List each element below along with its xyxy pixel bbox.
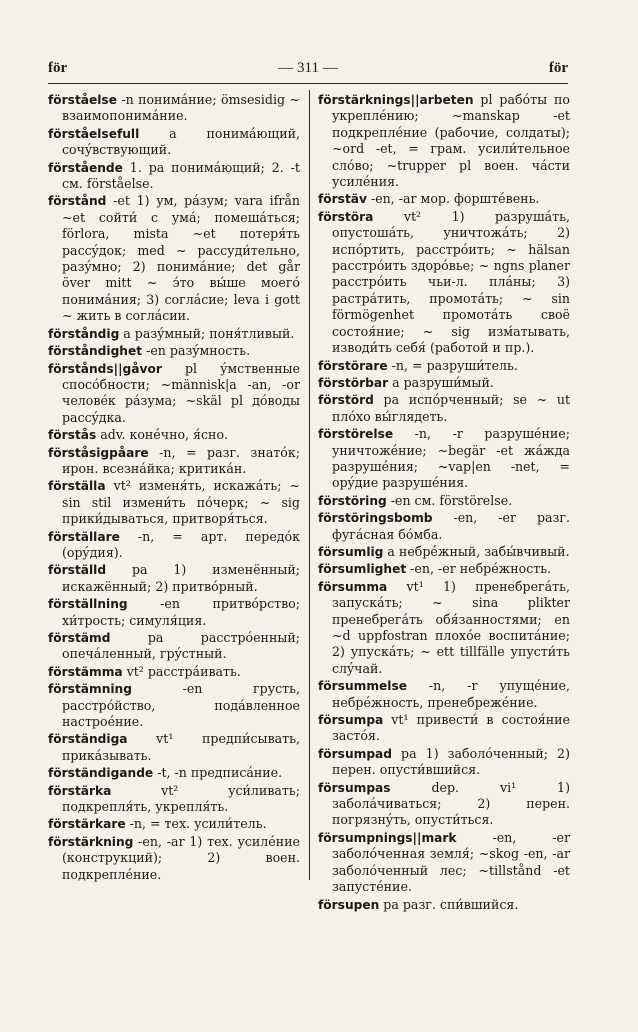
entry-body: pa разг. спи́вшийся. [379, 896, 519, 912]
dictionary-entry [48, 361, 300, 427]
entry-headword: förställare [48, 529, 120, 544]
dictionary-entry [318, 191, 570, 207]
dictionary-entry [48, 783, 300, 816]
entry-body: adv. конéчно, я́сно. [96, 427, 229, 443]
page-number: — 311 — [278, 60, 338, 76]
dictionary-entry [318, 392, 570, 425]
entry-headword: förstörd [318, 393, 374, 408]
entry-body: -en, -er заболóченная земля́; ~skog -en, -ar заболóченный лес; ~tillstånd -et запустéние. [332, 829, 570, 895]
entry-headword: förstärknings||arbeten [318, 93, 474, 107]
entry-headword: försumpas [318, 780, 391, 795]
dictionary-entry [318, 92, 570, 190]
dictionary-entry [48, 427, 300, 443]
dictionary-entry [318, 712, 570, 745]
entry-body: -en грусть, расстрóйство, подáвленное настроéние. [62, 681, 300, 730]
entry-body: pa испóрченный; se ~ ut плóхо вы́глядеть. [332, 392, 570, 424]
entry-headword: förstånds||gåvor [48, 361, 162, 376]
entry-headword: förstörare [318, 358, 388, 373]
entry-body: pa расстрóенный; опечáленный, грýстный. [62, 630, 300, 662]
dictionary-entry [48, 160, 300, 193]
entry-body: -en, -er разг. фугáсная бóмба. [332, 510, 570, 542]
dictionary-entry [48, 664, 300, 680]
entry-headword: förställd [48, 563, 107, 578]
entry-body: a разýмный; поня́тливый. [119, 325, 295, 341]
entry-headword: förstöringsbomb [318, 511, 433, 526]
entry-body: -en притвóрство; хи́трость; симуля́ция. [62, 596, 300, 628]
dictionary-entry [318, 510, 570, 543]
entry-headword: förstäv [318, 192, 367, 207]
dictionary-entry [48, 529, 300, 562]
dictionary-entry [318, 897, 570, 913]
entry-body: -n, = тех. усили́тель. [125, 816, 267, 832]
entry-headword: försumma [318, 579, 388, 594]
entry-headword: förstämning [48, 682, 132, 697]
entry-headword: försumpnings||mark [318, 830, 457, 845]
dictionary-entry [48, 816, 300, 832]
entry-headword: förställa [48, 479, 106, 494]
left-running-head: för [48, 60, 68, 76]
entry-headword: försupen [318, 897, 380, 912]
entry-body: a разруши́мый. [388, 374, 494, 390]
entry-headword: försummelse [318, 679, 407, 694]
entry-body: -en, -ar мор. форштéвень. [366, 191, 540, 207]
entry-headword: förstärka [48, 783, 112, 798]
entry-headword: förstämd [48, 631, 111, 645]
dictionary-entry [48, 478, 300, 527]
right-column [318, 92, 570, 922]
entry-headword: förstånd [48, 194, 107, 209]
entry-body: a небрéжный, забы́вчивый. [383, 543, 570, 559]
dictionary-entry [48, 765, 300, 781]
entry-body: vt² уси́ливать; подкрепля́ть, укрепля́ть. [62, 782, 300, 815]
entry-headword: förståelse [48, 93, 117, 107]
entry-body: -et 1) ум, рáзум; vara ifrån ~et сойти́ с умá; помешáться; förlora, mista ~et потеря́ть рассýдок; med ~ рассуди́тельно, разýмно; 2) понимáние; det går över mitt ~ э́то вы́ше моегó понимáния; 3) соглáсие; leva i gott ~ жить в соглáсии. [62, 193, 300, 324]
entry-body: pa 1) изменённый; искажённый; 2) притвóрный. [62, 562, 300, 594]
entry-headword: försumpa [318, 713, 384, 728]
entry-headword: förståsigpåare [48, 445, 149, 460]
entry-body: -en разýмность. [142, 343, 251, 359]
entry-body: 1. pa понимáющий; 2. -t см. förståelse. [62, 159, 300, 192]
entry-body: -n, = разруши́тель. [387, 357, 518, 373]
entry-body: pl рабóты по укреплéнию; ~manskap -et подкреплéние (рабочие, солдаты); ~ord -et, = грам. усили́тельное слóво; ~trupper pl воен. чáсти усилéния. [332, 92, 570, 190]
entry-body: pl ýмственные спосóбности; ~människ|a -an, -or человéк рáзума; ~skäl pl дóводы рассýдка. [62, 360, 300, 425]
entry-headword: förstöring [318, 493, 387, 508]
entry-headword: förstås [48, 428, 97, 443]
entry-body: -n, -r упущéние, небрéжность, пренебрежéние. [332, 678, 570, 710]
dictionary-entry [48, 630, 300, 663]
dictionary-entry [318, 746, 570, 779]
dictionary-entry [48, 596, 300, 629]
entry-headword: förstöra [318, 209, 374, 224]
dictionary-entry [318, 426, 570, 492]
entry-headword: förstörelse [318, 427, 394, 442]
dictionary-entry [48, 731, 300, 764]
dictionary-entry [318, 678, 570, 711]
dictionary-entry [48, 193, 300, 324]
entry-headword: förständigande [48, 766, 154, 781]
entry-body: -t, -n предписáние. [153, 765, 283, 781]
dictionary-entry [318, 493, 570, 509]
dictionary-entry [318, 209, 570, 357]
dictionary-entry [318, 780, 570, 829]
dictionary-entry [48, 126, 300, 159]
entry-body: vt² расстрáивать. [122, 663, 241, 679]
entry-headword: förstärkare [48, 817, 126, 832]
dictionary-entry [318, 358, 570, 374]
dictionary-entry [48, 681, 300, 730]
dictionary-entry [48, 834, 300, 883]
entry-body: -n, = разг. знатóк; ирон. всезнáйка; критикáн. [62, 444, 300, 476]
dictionary-entry [318, 579, 570, 677]
dictionary-entry [318, 375, 570, 391]
entry-headword: förståndig [48, 326, 120, 341]
entry-body: -n, -r разрушéние; уничтожéние; ~begär -et жáжда разрушéния; ~vap|en -net, = орýдие разрушéния. [332, 426, 570, 491]
dictionary-entry [48, 92, 300, 125]
entry-headword: förständiga [48, 732, 128, 747]
dictionary-entry [48, 326, 300, 342]
entry-headword: försumpad [318, 746, 392, 761]
entry-headword: förstörbar [318, 375, 389, 390]
entry-headword: förstärkning [48, 834, 134, 849]
dictionary-entry [48, 445, 300, 478]
left-column [48, 92, 300, 922]
entry-body: -n, = арт. передóк (орýдия). [62, 528, 300, 560]
entry-body: pa 1) заболóченный; 2) перен. опусти́вшийся. [332, 745, 570, 778]
entry-body: -en см. förstörelse. [386, 492, 513, 508]
entry-body: a понимáющий, сочýвствующий. [62, 125, 300, 158]
entry-body: vt² изменя́ть, искажáть; ~ sin stil измени́ть пóчерк; ~ sig прики́дываться, притворя́ться. [62, 478, 300, 527]
entry-headword: förståndighet [48, 344, 143, 359]
entry-body: -en, -ar 1) тех. усилéние (конструкций); 2) воен. подкреплéние. [62, 833, 300, 882]
dictionary-entry [318, 830, 570, 896]
entry-headword: förstämma [48, 664, 123, 679]
entry-headword: förställning [48, 597, 128, 612]
header-rule [48, 83, 568, 84]
dictionary-entry [48, 343, 300, 359]
entry-body: vt¹ предпи́сывать, прикáзывать. [62, 731, 300, 763]
right-running-head: för [548, 60, 568, 76]
entry-body: -n понимáние; ömsesidig ~ взаимопонимáние. [62, 92, 300, 124]
entry-headword: förstående [48, 160, 123, 175]
entry-body: vt¹ 1) пренебрегáть, запускáть; ~ sina plikter пренебрегáть обя́занностями; en ~d uppfostran плохóе воспитáние; 2) упускáть; ~ ett tillfälle упусти́ть слýчай. [332, 578, 570, 676]
entry-body: vt¹ привести́ в состоя́ние застóя. [332, 712, 570, 744]
entry-body: dep. vi¹ 1) заболáчиваться; 2) перен. погрязнýть, опусти́ться. [332, 779, 570, 828]
dictionary-entry [318, 544, 570, 560]
dictionary-entry [318, 561, 570, 577]
entry-headword: förståelsefull [48, 126, 140, 141]
entry-body: -en, -er небрéжность. [406, 561, 552, 577]
column-divider [309, 90, 310, 880]
entry-headword: försumlighet [318, 562, 407, 577]
page-header [48, 60, 568, 80]
entry-body: vt² 1) разрушáть, опустошáть, уничтожáть; 2) испóртить, расстрóить; ~ hälsan расстрóить здорóвье; ~ ngns planer расстрóить чьи-л. плáны; 3) растрáтить, промотáть; ~ sin förmögenhet промотáть своё состоя́ние; ~ sig изм́атывать, изводи́ть себя́ (работой и пр.). [332, 208, 570, 356]
dictionary-entry [48, 562, 300, 595]
entry-headword: försumlig [318, 544, 384, 559]
